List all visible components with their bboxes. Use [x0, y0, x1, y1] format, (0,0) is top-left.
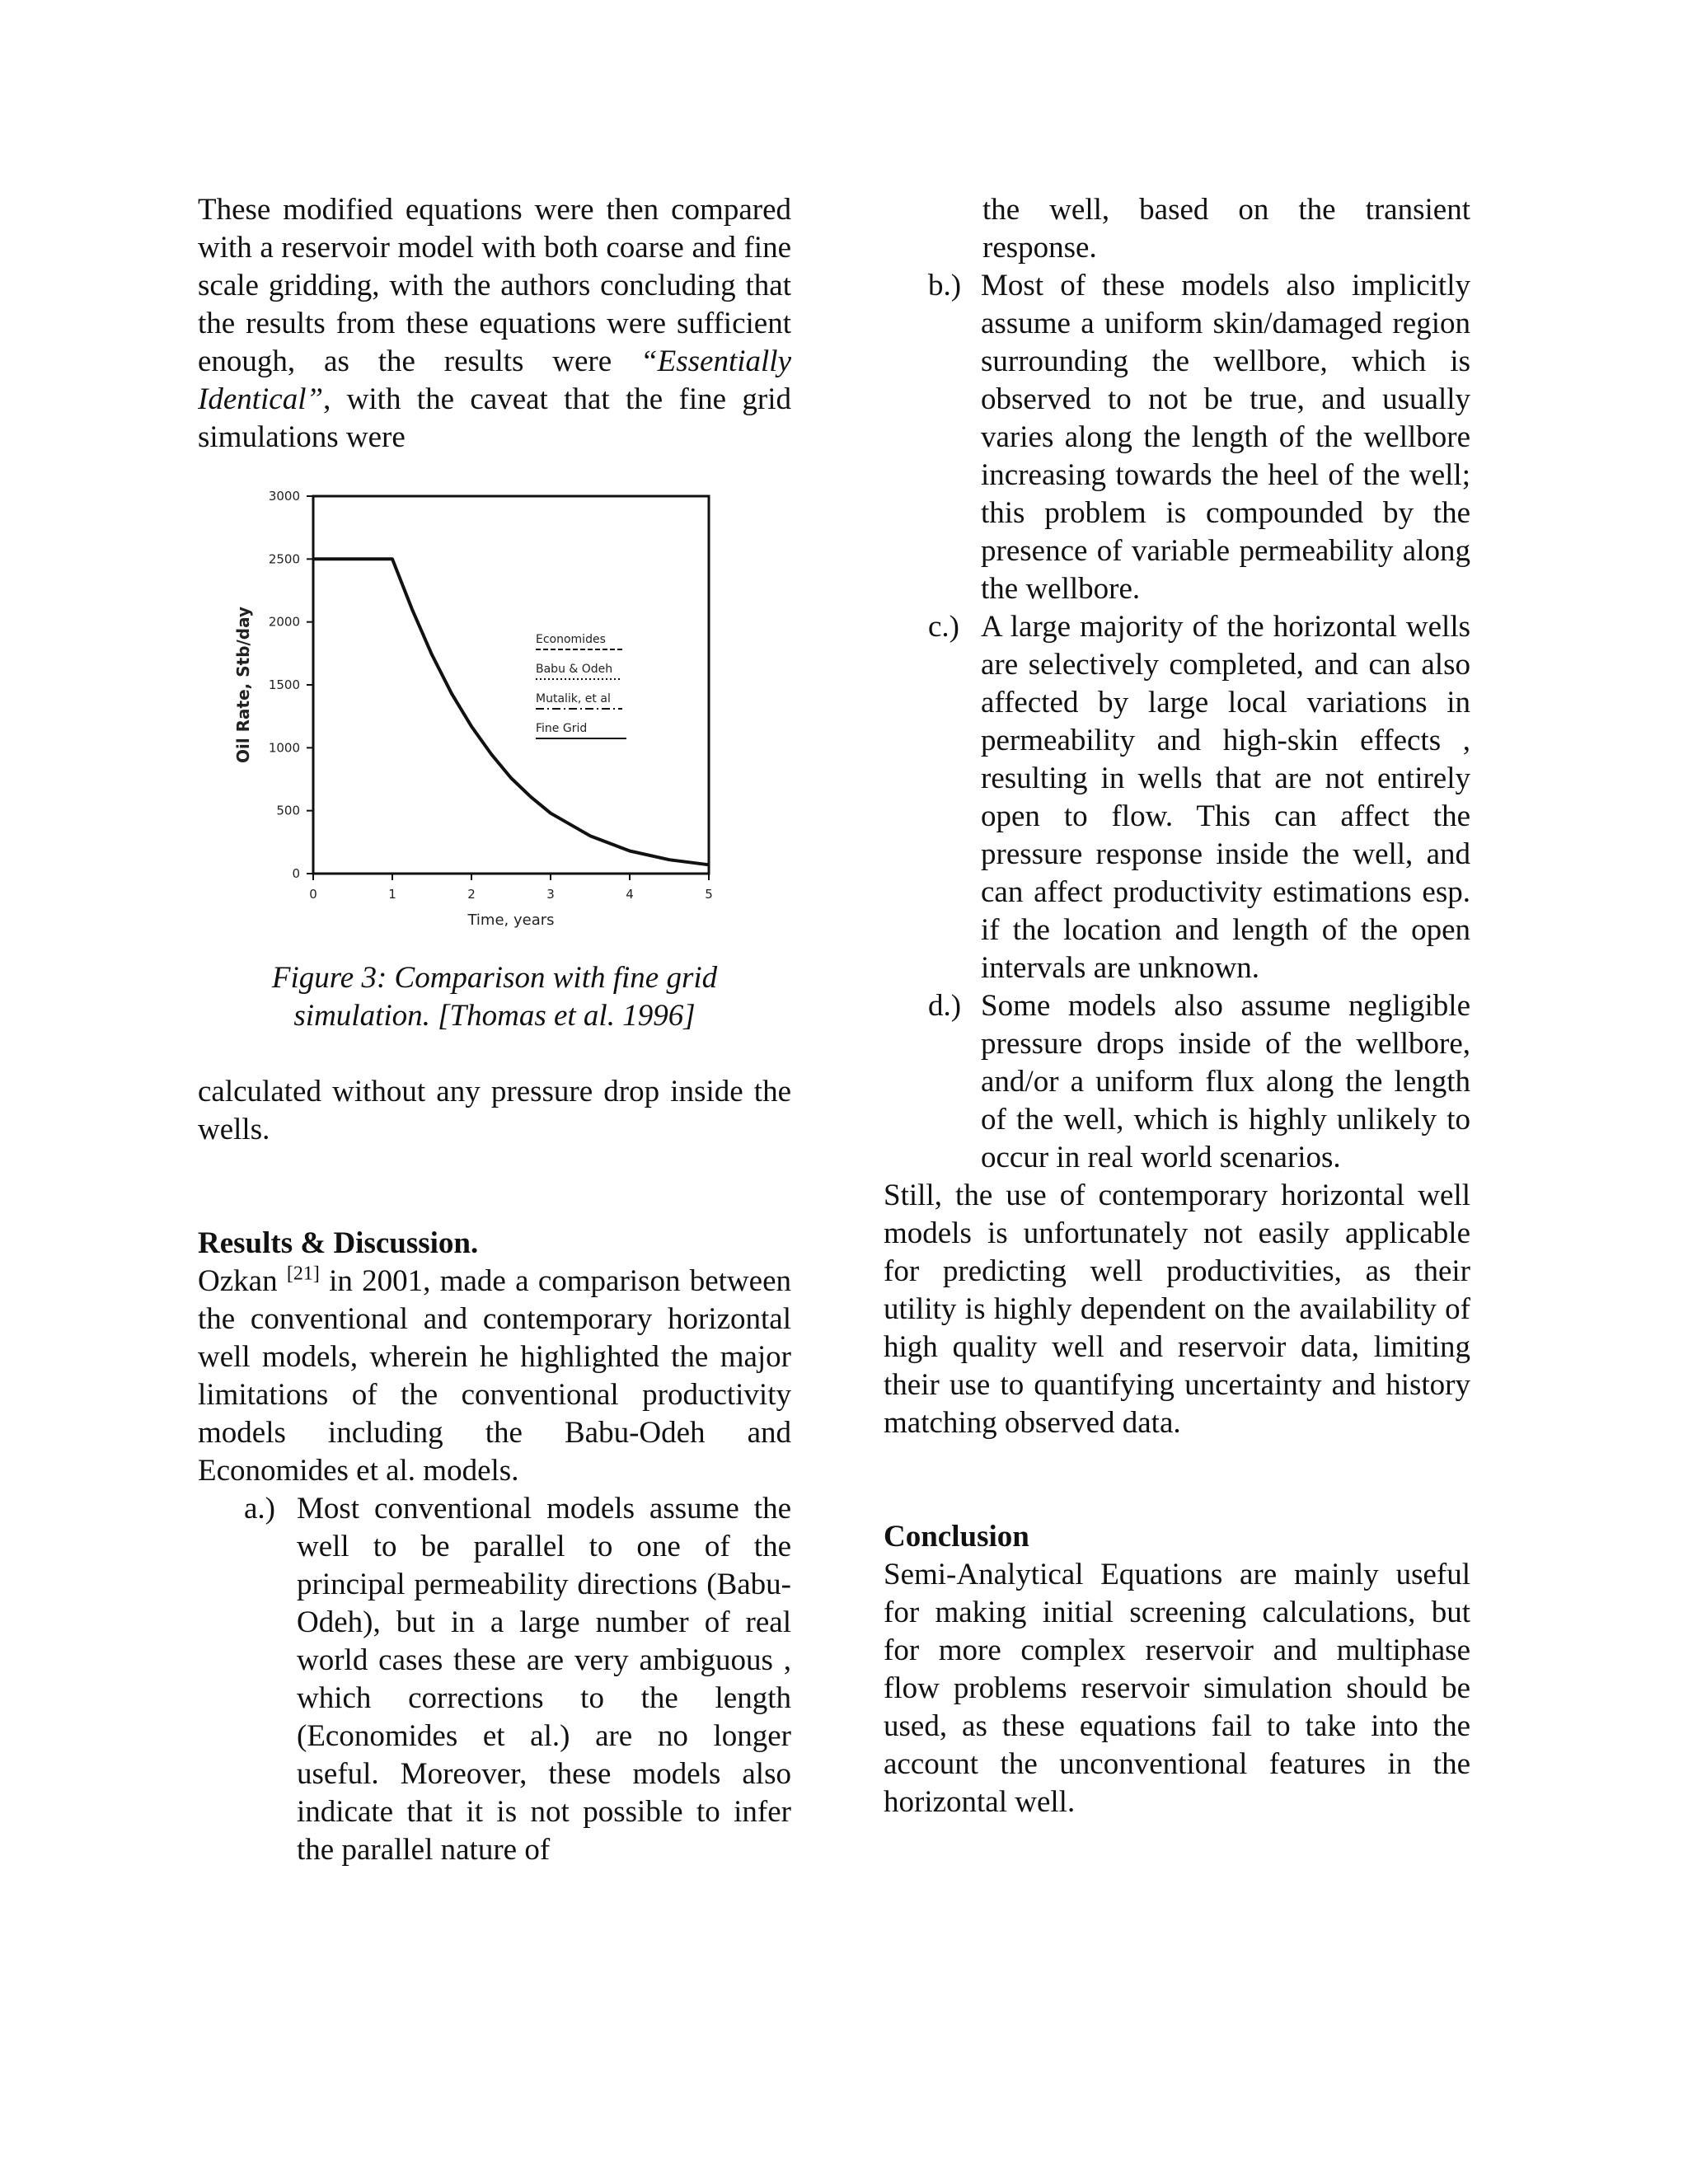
- list-item-b-text: Most of these models also implicitly assume a uniform skin/damaged region surrounding the wellbore, which is observed to not be true, and usually varies along the length of the wellbore increasing towards the heel of the well; this problem is compounded by the presence of variable permeability along the wellbore.: [981, 269, 1470, 606]
- x-tick-label: 0: [309, 887, 317, 902]
- x-axis-label: Time, years: [467, 912, 555, 929]
- y-tick-label: 0: [292, 866, 300, 881]
- y-tick-label: 1000: [268, 740, 300, 756]
- x-tick-label: 1: [388, 887, 396, 902]
- legend-entry: Economides: [536, 633, 606, 646]
- y-tick-label: 2500: [268, 551, 300, 567]
- y-axis-label: Oil Rate, Stb/day: [233, 606, 253, 764]
- right-column: [884, 191, 1470, 1821]
- figure-caption: [198, 959, 791, 1035]
- list-item-d-label: d.): [928, 989, 962, 1023]
- y-tick-label: 500: [276, 803, 300, 818]
- series-line: [313, 559, 709, 865]
- y-tick-label: 1500: [268, 677, 300, 692]
- list-item-a-text: Most conventional models assume the well to be parallel to one of the principal permeability directions (Babu-Odeh), but in a large number of real world cases these are very ambiguous , which corrections to the length (Economides et al.) are no longer useful. Moreover, these models also indicate that it is not possible to infer the parallel nature of: [297, 1492, 791, 1867]
- continuation-text: the well, based on the transient response.: [982, 193, 1470, 265]
- list-item-a: [198, 1490, 791, 1869]
- intro-paragraph: [198, 191, 791, 457]
- x-tick-label: 5: [705, 887, 713, 902]
- y-tick-label: 2000: [268, 614, 300, 630]
- after-figure-paragraph: calculated without any pressure drop inside the wells.: [198, 1075, 791, 1146]
- intro-quote: “Essentially Identical”: [198, 344, 791, 416]
- list-item-d: [884, 987, 1470, 1177]
- list-item-d-text: Some models also assume negligible pressure drops inside of the wellbore, and/or a uniform flux along the length of the well, which is highly unlikely to occur in real world scenarios.: [981, 989, 1470, 1174]
- figure-caption-line2: simulation. [Thomas et al. 1996]: [293, 999, 696, 1033]
- left-column: [198, 191, 791, 1869]
- limitations-list-right: [884, 267, 1470, 1177]
- limitations-list-left: [198, 1490, 791, 1869]
- still-paragraph: Still, the use of contemporary horizontal well models is unfortunately not easily applicable for predicting well productivities, as their utility is highly dependent on the availability of high quality well and reservoir data, limiting their use to quantifying uncertainty and history matching observed data.: [884, 1179, 1470, 1440]
- legend-entry: Fine Grid: [536, 722, 588, 735]
- figure-caption-line1: Figure 3: Comparison with fine grid: [271, 961, 718, 995]
- results-text: in 2001, made a comparison between the conventional and contemporary horizontal well models, wherein he highlighted the major limitations of the conventional productivity models including the Babu-Odeh and Economides et al. models.: [198, 1264, 791, 1488]
- oil-rate-chart: [223, 485, 750, 940]
- plot-frame: [313, 496, 709, 874]
- legend-entry: Mutalik, et al: [536, 692, 611, 705]
- y-tick-label: 3000: [268, 489, 300, 504]
- figure-3: [198, 485, 791, 940]
- results-paragraph: [198, 1263, 791, 1490]
- results-heading: Results & Discussion.: [198, 1226, 479, 1260]
- legend-entry: Babu & Odeh: [536, 663, 613, 676]
- results-citation: [21]: [286, 1263, 320, 1285]
- list-item-a-label: a.): [244, 1492, 275, 1526]
- x-tick-label: 3: [546, 887, 555, 902]
- intro-text-after: , with the caveat that the fine grid simulations were: [198, 382, 791, 454]
- x-tick-label: 4: [626, 887, 634, 902]
- list-item-b-label: b.): [928, 269, 962, 302]
- intro-text-before: These modified equations were then compared with a reservoir model with both coarse and fine scale gridding, with the authors concluding that the results from these equations were sufficient enough, as the results were: [198, 193, 791, 378]
- list-item-c-label: c.): [928, 610, 959, 644]
- list-item-c-text: A large majority of the horizontal wells are selectively completed, and can also affected by large local variations in permeability and high-skin effects , resulting in wells that are not entirely open to flow. This can affect the pressure response inside the well, and can affect productivity estimations esp. if the location and length of the open intervals are unknown.: [981, 610, 1470, 985]
- conclusion-heading: Conclusion: [884, 1520, 1029, 1554]
- conclusion-paragraph: Semi-Analytical Equations are mainly useful for making initial screening calculations, but for more complex reservoir and multiphase flow problems reservoir simulation should be used, as these equations fail to take into the account the unconventional features in the horizontal well.: [884, 1558, 1470, 1819]
- x-tick-label: 2: [467, 887, 476, 902]
- list-item-c: [884, 608, 1470, 987]
- list-item-b: [884, 267, 1470, 608]
- results-author: Ozkan: [198, 1264, 278, 1298]
